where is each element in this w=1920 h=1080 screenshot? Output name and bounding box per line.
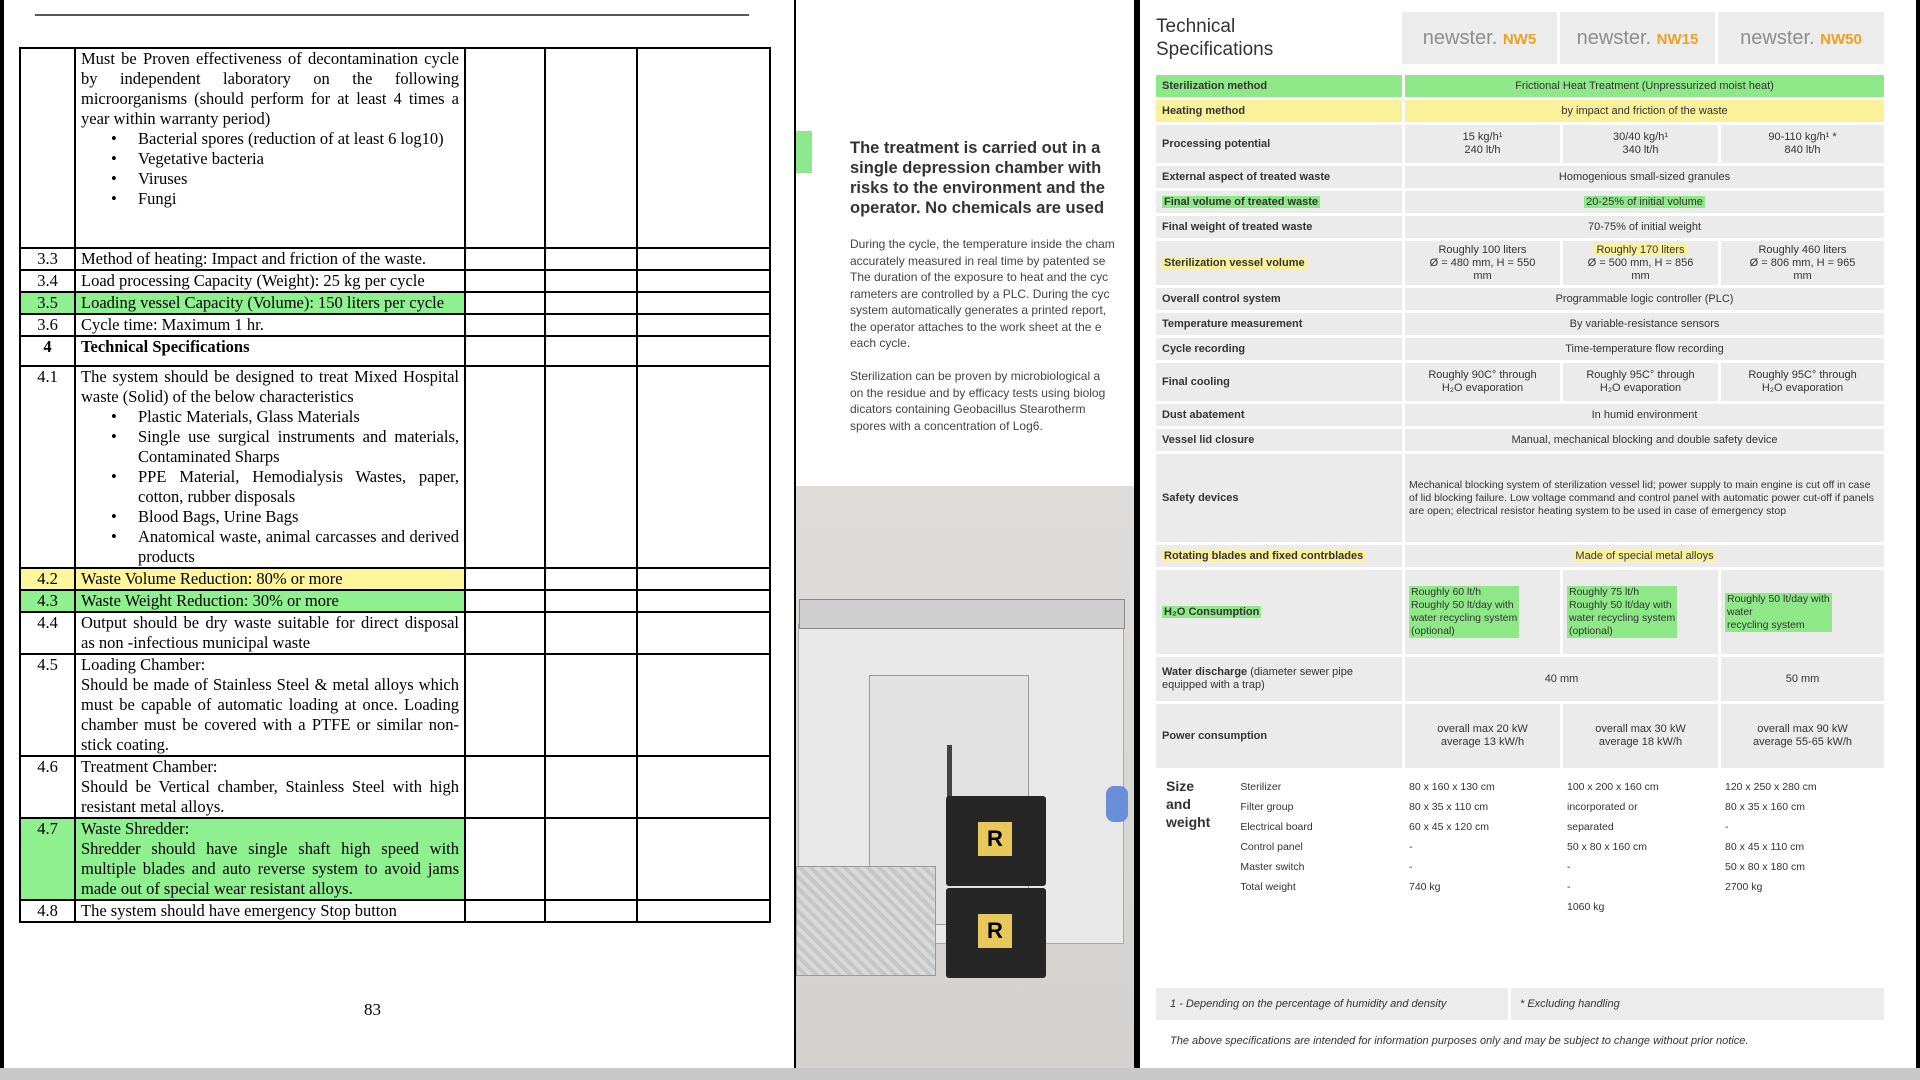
microorganism-list [111, 129, 459, 209]
row-text: The system should have emergency Stop button [75, 900, 465, 922]
spec-label: Final weight of treated waste [1156, 216, 1402, 238]
table-row [20, 756, 770, 818]
row-number: 4.5 [20, 654, 75, 756]
size-value: 1060 kg [1567, 901, 1605, 913]
size-item: Total weight [1240, 881, 1296, 893]
row-number: 4.7 [20, 818, 75, 900]
spec-value-nw5 [1402, 704, 1560, 768]
body-line: spores with a concentration of Log6. [850, 418, 1043, 433]
model-name: NW5 [1502, 31, 1537, 48]
value-line: average 55-65 kW/h [1752, 736, 1853, 748]
spec-label: H₂O Consumption [1164, 605, 1260, 618]
spec-value: Made of special metal alloys [1575, 549, 1714, 562]
spec-value-nw5 [1402, 241, 1560, 285]
size-value: 740 kg [1409, 881, 1441, 893]
size-item: Sterilizer [1240, 781, 1282, 793]
table-row [20, 900, 770, 922]
spec-label: Temperature measurement [1156, 313, 1402, 335]
spec-row [1156, 704, 1884, 768]
value-line: H₂O evaporation [1441, 382, 1524, 394]
table-row [20, 48, 770, 248]
body-line: the operator attaches to the work sheet at the e [850, 319, 1102, 334]
size-value: separated [1567, 821, 1614, 833]
body-line: rameters are controlled by a PLC. During the cyc [850, 286, 1110, 301]
value-line: 30/40 kg/h¹ [1612, 131, 1669, 143]
value-line: mm [1631, 269, 1650, 282]
size-value: 80 x 35 x 160 cm [1725, 801, 1805, 813]
table-row [20, 590, 770, 612]
value-line: Roughly 460 liters [1758, 243, 1847, 256]
row-text: Loading Chamber: [81, 655, 206, 674]
table-row [20, 314, 770, 336]
row-detail: Should be made of Stainless Steel & metal alloys which must be capable of automatic loading at once. Loading chamber must be covered with a PTFE or similar non-stick coating. [81, 675, 459, 754]
value-line: overall max 20 kW [1437, 723, 1528, 735]
spec-row [1156, 429, 1884, 451]
size-value: incorporated or [1567, 801, 1638, 813]
label-line: and [1166, 796, 1191, 812]
spec-value: Manual, mechanical blocking and double safety device [1402, 429, 1884, 451]
model-name: NW15 [1656, 31, 1699, 48]
size-value: - [1567, 881, 1571, 893]
size-value: 80 x 35 x 110 cm [1409, 801, 1489, 813]
spec-label: Cycle recording [1156, 338, 1402, 360]
spec-label: Rotating blades and fixed contrblades [1164, 549, 1364, 562]
size-values-nw15 [1560, 771, 1718, 919]
row-detail: Shredder should have single shaft high speed with multiple blades and auto reverse system to avoid jams made out of special wear resistant alloys. [81, 839, 459, 898]
lead-line: risks to the environment and the [850, 179, 1105, 197]
spec-value-nw50 [1718, 241, 1884, 285]
spec-row [1156, 363, 1884, 401]
size-weight-label [1156, 771, 1402, 919]
spec-row [1156, 166, 1884, 188]
loading-ramp [796, 866, 936, 976]
lead-line: single depression chamber with [850, 159, 1102, 177]
row-number: 4.6 [20, 756, 75, 818]
title-line: Technical [1156, 16, 1236, 37]
body-paragraph-2 [850, 368, 1105, 434]
document-page-left [4, 0, 794, 1068]
spec-label: Overall control system [1156, 288, 1402, 310]
footnote-divider [1508, 988, 1511, 1020]
brochure-page-middle [796, 0, 1134, 1068]
value-line: mm [1473, 269, 1492, 282]
section-number: 4 [20, 336, 75, 366]
lead-line: operator. No chemicals are used [850, 199, 1105, 217]
value-line: 840 lt/h [1784, 144, 1821, 156]
brand-word: newster. [1576, 27, 1652, 49]
lead-paragraph [850, 138, 1134, 218]
spec-title [1156, 15, 1273, 61]
section-heading: Technical Specifications [75, 336, 465, 366]
spec-value: 70-75% of initial weight [1402, 216, 1884, 238]
table-row [20, 292, 770, 314]
spec-value-nw15 [1560, 704, 1718, 768]
row-number: 3.6 [20, 314, 75, 336]
spec-value-nw15 [1560, 570, 1718, 654]
requirements-table [19, 47, 771, 923]
spec-value: Mechanical blocking system of sterilization vessel lid; power supply to main engine is cut off in case of lid blocking failure. Low voltage command and control panel with automatic power cut-off if panels are open; electrical resistor heating system to be used in case of emergency stop [1402, 454, 1884, 542]
value-line: recycling system [1727, 618, 1805, 631]
spec-row [1156, 241, 1884, 285]
highlighted-value [1567, 586, 1677, 638]
spec-row [1156, 657, 1884, 701]
label-line: Size [1166, 778, 1195, 794]
size-item: Control panel [1240, 841, 1303, 853]
size-value: - [1725, 821, 1729, 833]
size-values-nw5 [1402, 771, 1560, 919]
label-main: Water discharge [1162, 666, 1248, 678]
row-number: 4.3 [20, 590, 75, 612]
title-line: Specifications [1156, 39, 1274, 60]
glove [1106, 786, 1128, 822]
spec-label: Heating method [1156, 100, 1402, 122]
value-line: Roughly 90C° through [1428, 369, 1537, 381]
value-line: water recycling system [1569, 612, 1676, 624]
list-item: • Single use surgical instruments and materials, Contaminated Sharps [111, 427, 459, 467]
highlight-marker [796, 131, 812, 173]
table-row [20, 270, 770, 292]
table-row [20, 568, 770, 590]
spec-row [1156, 545, 1884, 567]
row-text: Waste Volume Reduction: 80% or more [75, 568, 465, 590]
value-line: Roughly 95C° through [1748, 369, 1857, 381]
value-line: 15 kg/h¹ [1462, 131, 1503, 143]
value-line: Ø = 500 mm, H = 856 [1587, 256, 1694, 269]
waste-bin-lower [946, 888, 1046, 978]
list-item: • Plastic Materials, Glass Materials [111, 407, 459, 427]
waste-type-list [111, 407, 459, 567]
row-number: 4.8 [20, 900, 75, 922]
spec-value-nw15 [1560, 125, 1718, 163]
value-line: H₂O evaporation [1761, 382, 1844, 394]
spec-value: By variable-resistance sensors [1402, 313, 1884, 335]
spec-value-nw50 [1718, 363, 1884, 401]
spec-label: Vessel lid closure [1156, 429, 1402, 451]
spec-label: Sterilization method [1156, 75, 1402, 97]
value-line: H₂O evaporation [1599, 382, 1682, 394]
waste-bin-upper [946, 796, 1046, 886]
row-text: Treatment Chamber: [81, 757, 218, 776]
highlighted-value [1409, 586, 1519, 638]
size-values-nw50 [1718, 771, 1884, 919]
page-number: 83 [364, 1000, 381, 1019]
row-text: Cycle time: Maximum 1 hr. [75, 314, 465, 336]
spec-value: Homogenious small-sized granules [1402, 166, 1884, 188]
value-line: (optional) [1411, 625, 1455, 637]
row-number: 4.4 [20, 612, 75, 654]
row-number: 3.4 [20, 270, 75, 292]
spec-value-nw15 [1560, 363, 1718, 401]
body-line: Sterilization can be proven by microbiological a [850, 369, 1101, 383]
spec-value-nw50: 50 mm [1718, 657, 1884, 701]
spec-label: Final cooling [1156, 363, 1402, 401]
body-line: dicators containing Geobacillus Stearotherm [850, 402, 1086, 416]
size-value: 100 x 200 x 160 cm [1567, 781, 1659, 793]
value-line: Roughly 50 lt/day with [1569, 599, 1672, 611]
table-row [20, 654, 770, 756]
spec-label: External aspect of treated waste [1156, 166, 1402, 188]
value-line: 90-110 kg/h¹ * [1768, 131, 1837, 143]
table-row [20, 248, 770, 270]
value-line: Roughly 50 lt/day with [1727, 592, 1830, 605]
value-line: Roughly 95C° through [1586, 369, 1695, 381]
table-row [20, 612, 770, 654]
footnote-handling: * Excluding handling [1520, 998, 1620, 1010]
body-line: accurately measured in real time by patented se [850, 253, 1106, 268]
spec-row [1156, 191, 1884, 213]
list-item: • PPE Material, Hemodialysis Wastes, paper, cotton, rubber disposals [111, 467, 459, 507]
body-paragraph-1 [850, 236, 1115, 352]
spec-value: Programmable logic controller (PLC) [1402, 288, 1884, 310]
value-line: water [1727, 605, 1753, 618]
label-note: (diameter sewer pipe equipped with a trap) [1162, 666, 1353, 691]
size-value: - [1409, 841, 1413, 853]
value-line: water recycling system [1411, 612, 1518, 624]
spec-value-nw15 [1560, 241, 1718, 285]
size-item: Master switch [1240, 861, 1305, 873]
body-line: on the residue and by efficacy tests using biolog [850, 385, 1106, 400]
spec-label: Processing potential [1156, 125, 1402, 163]
value-line: overall max 30 kW [1595, 723, 1686, 735]
list-item: • Anatomical waste, animal carcasses and derived products [111, 527, 459, 567]
size-value: 50 x 80 x 160 cm [1567, 841, 1647, 853]
model-name: NW50 [1820, 31, 1862, 48]
value-line: Roughly 50 lt/day with [1411, 599, 1514, 611]
window-bottom-edge [0, 1068, 1920, 1080]
size-value: 2700 kg [1725, 881, 1763, 893]
list-item: • Fungi [111, 189, 459, 209]
row-text: Loading vessel Capacity (Volume): 150 liters per cycle [75, 292, 465, 314]
brand-word: newster. [1740, 27, 1815, 49]
highlighted-value [1725, 593, 1832, 632]
value-line: 240 lt/h [1464, 144, 1501, 156]
list-item: • Bacterial spores (reduction of at least 6 log10) [111, 129, 459, 149]
row-text: Load processing Capacity (Weight): 25 kg per cycle [75, 270, 465, 292]
body-line: system automatically generates a printed report, [850, 303, 1107, 317]
spec-row [1156, 100, 1884, 122]
spec-row [1156, 125, 1884, 163]
value-line: Roughly 170 liters [1596, 243, 1685, 256]
table-row [20, 818, 770, 900]
footnotes-bar [1156, 988, 1884, 1020]
size-value: 80 x 160 x 130 cm [1409, 781, 1495, 793]
size-value: - [1567, 861, 1571, 873]
value-line: 340 lt/h [1622, 144, 1659, 156]
row-text: Waste Shredder: [81, 819, 190, 838]
spec-value-nw5 [1402, 570, 1560, 654]
model-header-nw5 [1402, 12, 1557, 64]
row-number: 4.2 [20, 568, 75, 590]
list-item: • Blood Bags, Urine Bags [111, 507, 459, 527]
size-item: Filter group [1240, 801, 1294, 813]
spec-label: Sterilization vessel volume [1164, 256, 1305, 269]
row-detail: Should be Vertical chamber, Stainless Steel with high resistant metal alloys. [81, 777, 459, 816]
list-item: • Viruses [111, 169, 459, 189]
spec-row [1156, 288, 1884, 310]
brand-word: newster. [1422, 27, 1498, 49]
row-number: 3.3 [20, 248, 75, 270]
value-line: average 18 kW/h [1598, 736, 1683, 748]
value-line: Roughly 75 lt/h [1569, 586, 1640, 598]
spec-row [1156, 338, 1884, 360]
spec-value: Frictional Heat Treatment (Unpressurized moist heat) [1402, 75, 1884, 97]
lead-line: The treatment is carried out in a [850, 139, 1101, 157]
spec-row [1156, 570, 1884, 654]
value-line: average 13 kW/h [1440, 736, 1525, 748]
spec-label: Final volume of treated waste [1164, 195, 1319, 208]
spec-value: by impact and friction of the waste [1402, 100, 1884, 122]
spec-label: Safety devices [1156, 454, 1402, 542]
size-value: - [1409, 861, 1413, 873]
value-line: overall max 90 kW [1757, 723, 1848, 735]
spec-row [1156, 313, 1884, 335]
label-line: weight [1166, 814, 1211, 830]
spec-label [1156, 657, 1402, 701]
size-value: 120 x 250 x 280 cm [1725, 781, 1817, 793]
row-text: Output should be dry waste suitable for direct disposal as non -infectious municipal waste [75, 612, 465, 654]
row-text: Method of heating: Impact and friction of the waste. [75, 248, 465, 270]
body-line: During the cycle, the temperature inside the cham [850, 237, 1115, 251]
size-item: Electrical board [1240, 821, 1313, 833]
body-line: The duration of the exposure to heat and the cyc [850, 270, 1109, 284]
spec-value-nw5-nw15: 40 mm [1402, 657, 1718, 701]
decontamination-requirement: Must be Proven effectiveness of decontamination cycle by independent laboratory on the following microorganisms (should perform for at least 4 times a year within warranty period) [81, 49, 459, 128]
table-row [20, 336, 770, 366]
spec-label: Dust abatement [1156, 404, 1402, 426]
machine-lid [799, 599, 1125, 629]
table-row [20, 366, 770, 568]
body-line: each cycle. [850, 336, 911, 350]
model-header-nw50 [1718, 12, 1884, 64]
value-line: (optional) [1569, 625, 1613, 637]
footnote-humidity: 1 - Depending on the percentage of humidity and density [1170, 998, 1447, 1010]
sterilizer-photo [796, 486, 1134, 1068]
spec-value: In humid environment [1402, 404, 1884, 426]
bin-label: R [978, 914, 1012, 948]
header-rule [35, 14, 749, 16]
value-line: Roughly 100 liters [1438, 243, 1527, 256]
size-value: 80 x 45 x 110 cm [1725, 841, 1805, 853]
model-header-nw15 [1560, 12, 1715, 64]
spec-row [1156, 216, 1884, 238]
spec-value: 20-25% of initial volume [1586, 195, 1703, 208]
spec-value-nw5 [1402, 125, 1560, 163]
bin-label: R [978, 822, 1012, 856]
spec-row [1156, 75, 1884, 97]
row-text: Waste Weight Reduction: 30% or more [75, 590, 465, 612]
row-number: 4.1 [20, 366, 75, 568]
row-number: 3.5 [20, 292, 75, 314]
list-item: • Vegetative bacteria [111, 149, 459, 169]
value-line: Roughly 60 lt/h [1411, 586, 1482, 598]
size-weight-row [1156, 771, 1884, 919]
size-value: 60 x 45 x 120 cm [1409, 821, 1489, 833]
spec-value-nw50 [1718, 704, 1884, 768]
value-line: mm [1793, 269, 1812, 282]
spec-row [1156, 454, 1884, 542]
disclaimer: The above specifications are intended for information purposes only and may be subject to change without prior notice. [1170, 1035, 1749, 1047]
spec-value-nw5 [1402, 363, 1560, 401]
value-line: Ø = 806 mm, H = 965 [1749, 256, 1856, 269]
spec-value: Time-temperature flow recording [1402, 338, 1884, 360]
spec-row [1156, 404, 1884, 426]
spec-value-nw50 [1718, 570, 1884, 654]
spec-label: Power consumption [1156, 704, 1402, 768]
spec-sheet-right [1140, 0, 1916, 1068]
value-line: Ø = 480 mm, H = 550 [1429, 256, 1536, 269]
size-value: 50 x 80 x 180 cm [1725, 861, 1805, 873]
spec-table [1156, 72, 1884, 922]
row-text: The system should be designed to treat Mixed Hospital waste (Solid) of the below characteristics [81, 367, 459, 406]
spec-value-nw50 [1718, 125, 1884, 163]
